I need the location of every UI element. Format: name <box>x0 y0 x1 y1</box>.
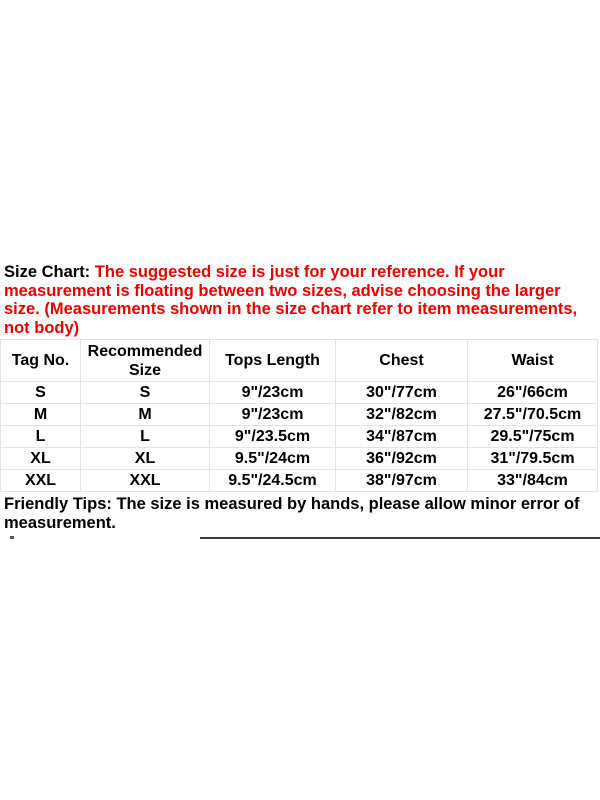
cell-chest: 34"/87cm <box>336 426 468 448</box>
table-row <box>1 470 598 492</box>
cell-waist: 26"/66cm <box>468 382 598 404</box>
cell-waist: 27.5"/70.5cm <box>468 404 598 426</box>
cell-recommended: XXL <box>81 470 210 492</box>
table-row <box>1 404 598 426</box>
cell-length: 9.5"/24cm <box>210 448 336 470</box>
cell-waist: 33"/84cm <box>468 470 598 492</box>
cell-recommended: XL <box>81 448 210 470</box>
cell-recommended: M <box>81 404 210 426</box>
cell-tag: XXL <box>1 470 81 492</box>
cell-tag: S <box>1 382 81 404</box>
size-advice-text: The suggested size is just for your reference. If your measurement is floating between two sizes, advise choosing the larger size. (Measurements shown in the size chart refer to item measurements, not body) <box>4 263 578 337</box>
cell-length: 9"/23.5cm <box>210 426 336 448</box>
friendly-tips: Friendly Tips: The size is measured by hands, please allow minor error of measurement. <box>4 495 580 532</box>
table-row <box>1 448 598 470</box>
header-waist: Waist <box>468 340 598 382</box>
size-chart-label: Size Chart: <box>4 263 91 281</box>
header-recommended-size: Recommended Size <box>81 340 210 382</box>
bottom-divider <box>200 537 600 539</box>
cell-chest: 32"/82cm <box>336 404 468 426</box>
cell-length: 9.5"/24.5cm <box>210 470 336 492</box>
size-table <box>0 339 598 492</box>
cell-waist: 31"/79.5cm <box>468 448 598 470</box>
header-chest: Chest <box>336 340 468 382</box>
header-tops-length: Tops Length <box>210 340 336 382</box>
cell-waist: 29.5"/75cm <box>468 426 598 448</box>
cell-recommended: L <box>81 426 210 448</box>
cell-chest: 36"/92cm <box>336 448 468 470</box>
corner-tick <box>10 536 14 539</box>
cell-tag: XL <box>1 448 81 470</box>
cell-chest: 30"/77cm <box>336 382 468 404</box>
cell-length: 9"/23cm <box>210 382 336 404</box>
cell-tag: M <box>1 404 81 426</box>
size-chart-panel <box>0 260 600 533</box>
size-chart-intro <box>0 260 600 337</box>
table-header-row <box>1 340 598 382</box>
cell-tag: L <box>1 426 81 448</box>
cell-length: 9"/23cm <box>210 404 336 426</box>
header-tag-no: Tag No. <box>1 340 81 382</box>
table-row <box>1 426 598 448</box>
cell-recommended: S <box>81 382 210 404</box>
table-row <box>1 382 598 404</box>
cell-chest: 38"/97cm <box>336 470 468 492</box>
